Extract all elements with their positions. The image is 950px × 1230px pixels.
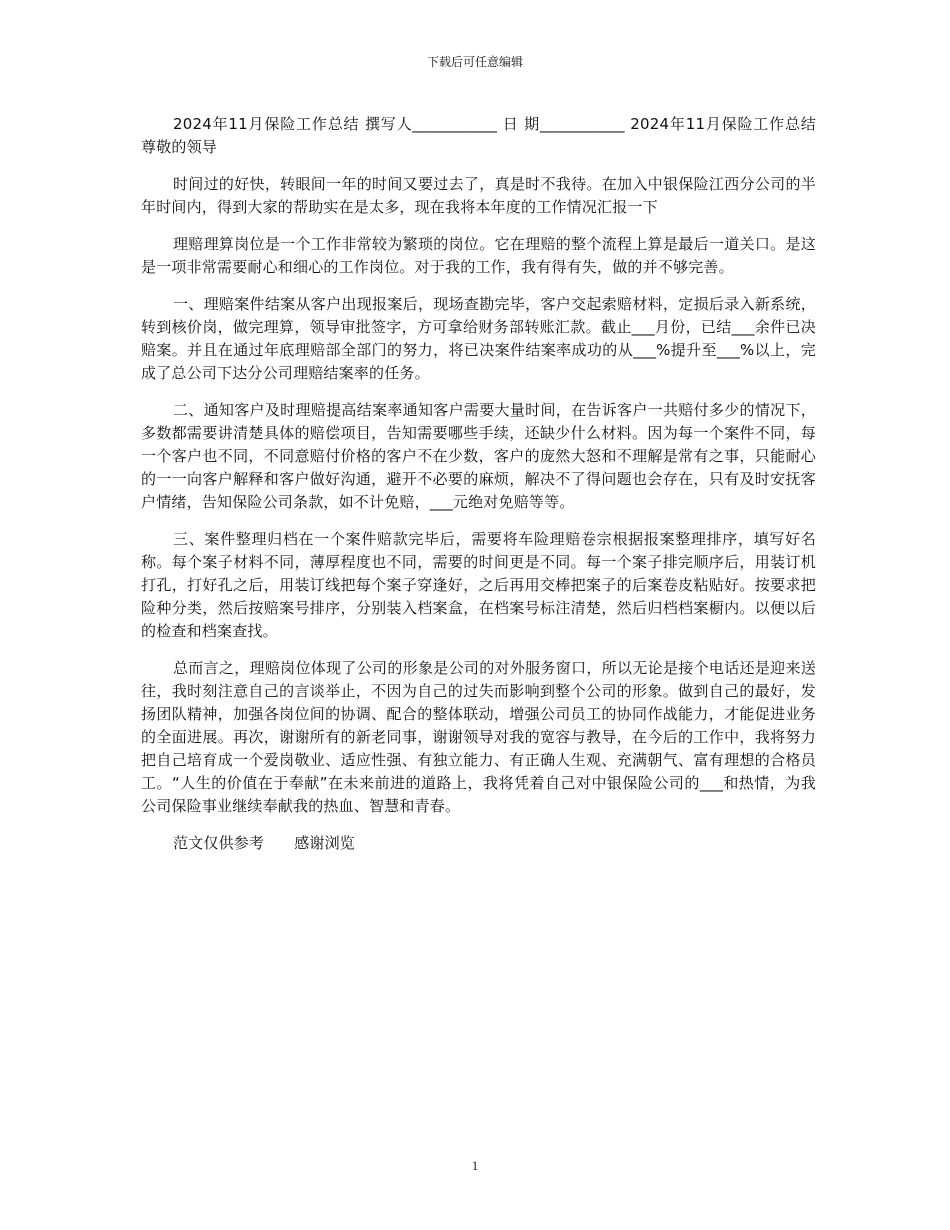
page-number: 1 bbox=[471, 1158, 479, 1173]
document-body bbox=[141, 113, 816, 869]
paragraph-conclusion: 总而言之，理赔岗位体现了公司的形象是公司的对外服务窗口，所以无论是接个电话还是迎来送往，我时刻注意自己的言谈举止，不因为自己的过失而影响到整个公司的形象。做到自己的最好，发扬团队精神，加强各岗位间的协调、配合的整体联动，增强公司员工的协同作战能力，才能促进业务的全面进展。再次，谢谢所有的新老同事，谢谢领导对我的宽容与教导，在今后的工作中，我将努力把自己培育成一个爱岗敬业、适应性强、有独立能力、有正确人生观、充满朝气、富有理想的合格员工。“人生的价值在于奉献”在未来前进的道路上，我将凭着自己对中银保险公司的___和热情，为我公司保险事业继续奉献我的热血、智慧和青春。 bbox=[141, 659, 816, 815]
paragraph-intro: 时间过的好快，转眼间一年的时间又要过去了，真是时不我待。在加入中银保险江西分公司的半年时间内，得到大家的帮助实在是太多，现在我将本年度的工作情况汇报一下 bbox=[141, 175, 816, 216]
closing-right-text: 感谢浏览 bbox=[294, 834, 356, 852]
title-block: 2024年11月保险工作总结 撰写人___________ 日 期___________ 2024年11月保险工作总结 尊敬的领导 bbox=[141, 115, 816, 156]
closing-line bbox=[141, 832, 816, 855]
paragraph-section-1: 一、理赔案件结案从客户出现报案后，现场查勘完毕，客户交起索赔材料，定损后录入新系统，转到核价岗，做完理算，领导审批签字，方可拿给财务部转账汇款。截止___月份，已结___余件已决赔案。并且在通过年底理赔部全部门的努力，将已决案件结案率成功的从___%提升至___%以上，完成了总公司下达分公司理赔结案率的任务。 bbox=[141, 295, 816, 382]
paragraph-section-3: 三、案件整理归档在一个案件赔款完毕后，需要将车险理赔卷宗根据报案整理排序，填写好名称。每个案子材料不同，薄厚程度也不同，需要的时间更是不同。每一个案子排完顺序后，用装订机打孔，打好孔之后，用装订线把每个案子穿逢好，之后再用交棒把案子的后案卷皮粘贴好。按要求把险种分类，然后按赔案号排序，分别装入档案盒，在档案号标注清楚，然后归档档案橱内。以便以后的检查和档案查找。 bbox=[141, 530, 816, 640]
paragraph-section-2: 二、通知客户及时理赔提高结案率通知客户需要大量时间，在告诉客户一共赔付多少的情况下，多数都需要讲清楚具体的赔偿项目，告知需要哪些手续，还缺少什么材料。因为每一个案件不同，每一个客户也不同，不同意赔付价格的客户不在少数，客户的庞然大怒和不理解是常有之事，只能耐心的一一向客户解释和客户做好沟通，避开不必要的麻烦，解决不了得问题也会存在，只有及时安抚客户情绪，告知保险公司条款，如不计免赔，___元绝对免赔等等。 bbox=[141, 401, 816, 511]
closing-left-text: 范文仅供参考 bbox=[173, 834, 265, 852]
paragraph-role: 理赔理算岗位是一个工作非常较为繁琐的岗位。它在理赔的整个流程上算是最后一道关口。是这是一项非常需要耐心和细心的工作岗位。对于我的工作，我有得有失，做的并不够完善。 bbox=[141, 235, 816, 276]
header-note: 下载后可任意编辑 bbox=[426, 55, 523, 69]
